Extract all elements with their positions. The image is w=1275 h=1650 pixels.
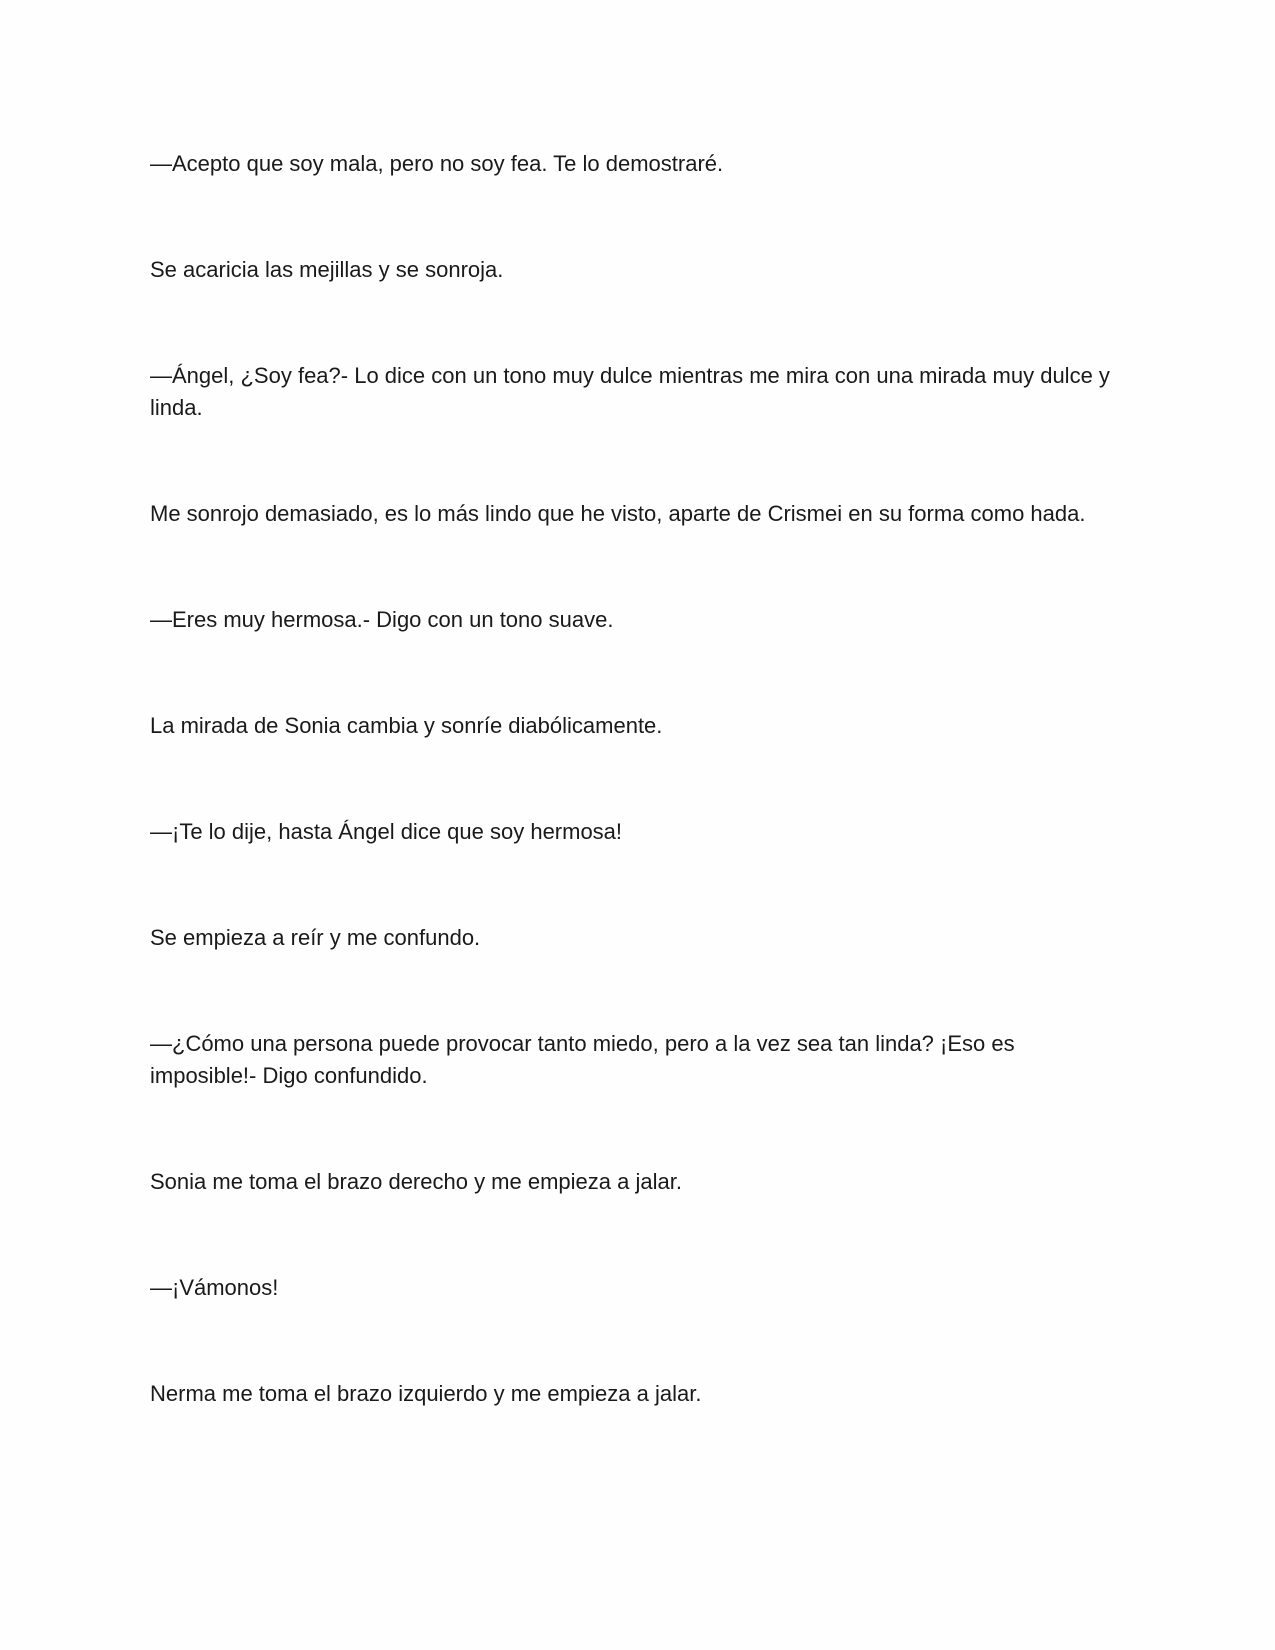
paragraph: —Acepto que soy mala, pero no soy fea. Te lo demostraré. <box>150 151 724 176</box>
paragraph: —¿Cómo una persona puede provocar tanto miedo, pero a la vez sea tan linda? ¡Eso es imposible!- Digo confundido. <box>150 1031 1015 1088</box>
paragraph: —Eres muy hermosa.- Digo con un tono suave. <box>150 607 614 632</box>
paragraph: —¡Vámonos! <box>150 1275 279 1300</box>
paragraph: —Ángel, ¿Soy fea?- Lo dice con un tono muy dulce mientras me mira con una mirada muy dulce y linda. <box>150 363 1110 420</box>
paragraph: Se empieza a reír y me confundo. <box>150 925 481 950</box>
paragraph: Sonia me toma el brazo derecho y me empieza a jalar. <box>150 1169 682 1194</box>
paragraph: —¡Te lo dije, hasta Ángel dice que soy hermosa! <box>150 819 623 844</box>
paragraph: Me sonrojo demasiado, es lo más lindo que he visto, aparte de Crismei en su forma como hada. <box>150 501 1086 526</box>
paragraph: Se acaricia las mejillas y se sonroja. <box>150 257 504 282</box>
paragraph: La mirada de Sonia cambia y sonríe diabólicamente. <box>150 713 663 738</box>
paragraph: Nerma me toma el brazo izquierdo y me empieza a jalar. <box>150 1381 702 1406</box>
